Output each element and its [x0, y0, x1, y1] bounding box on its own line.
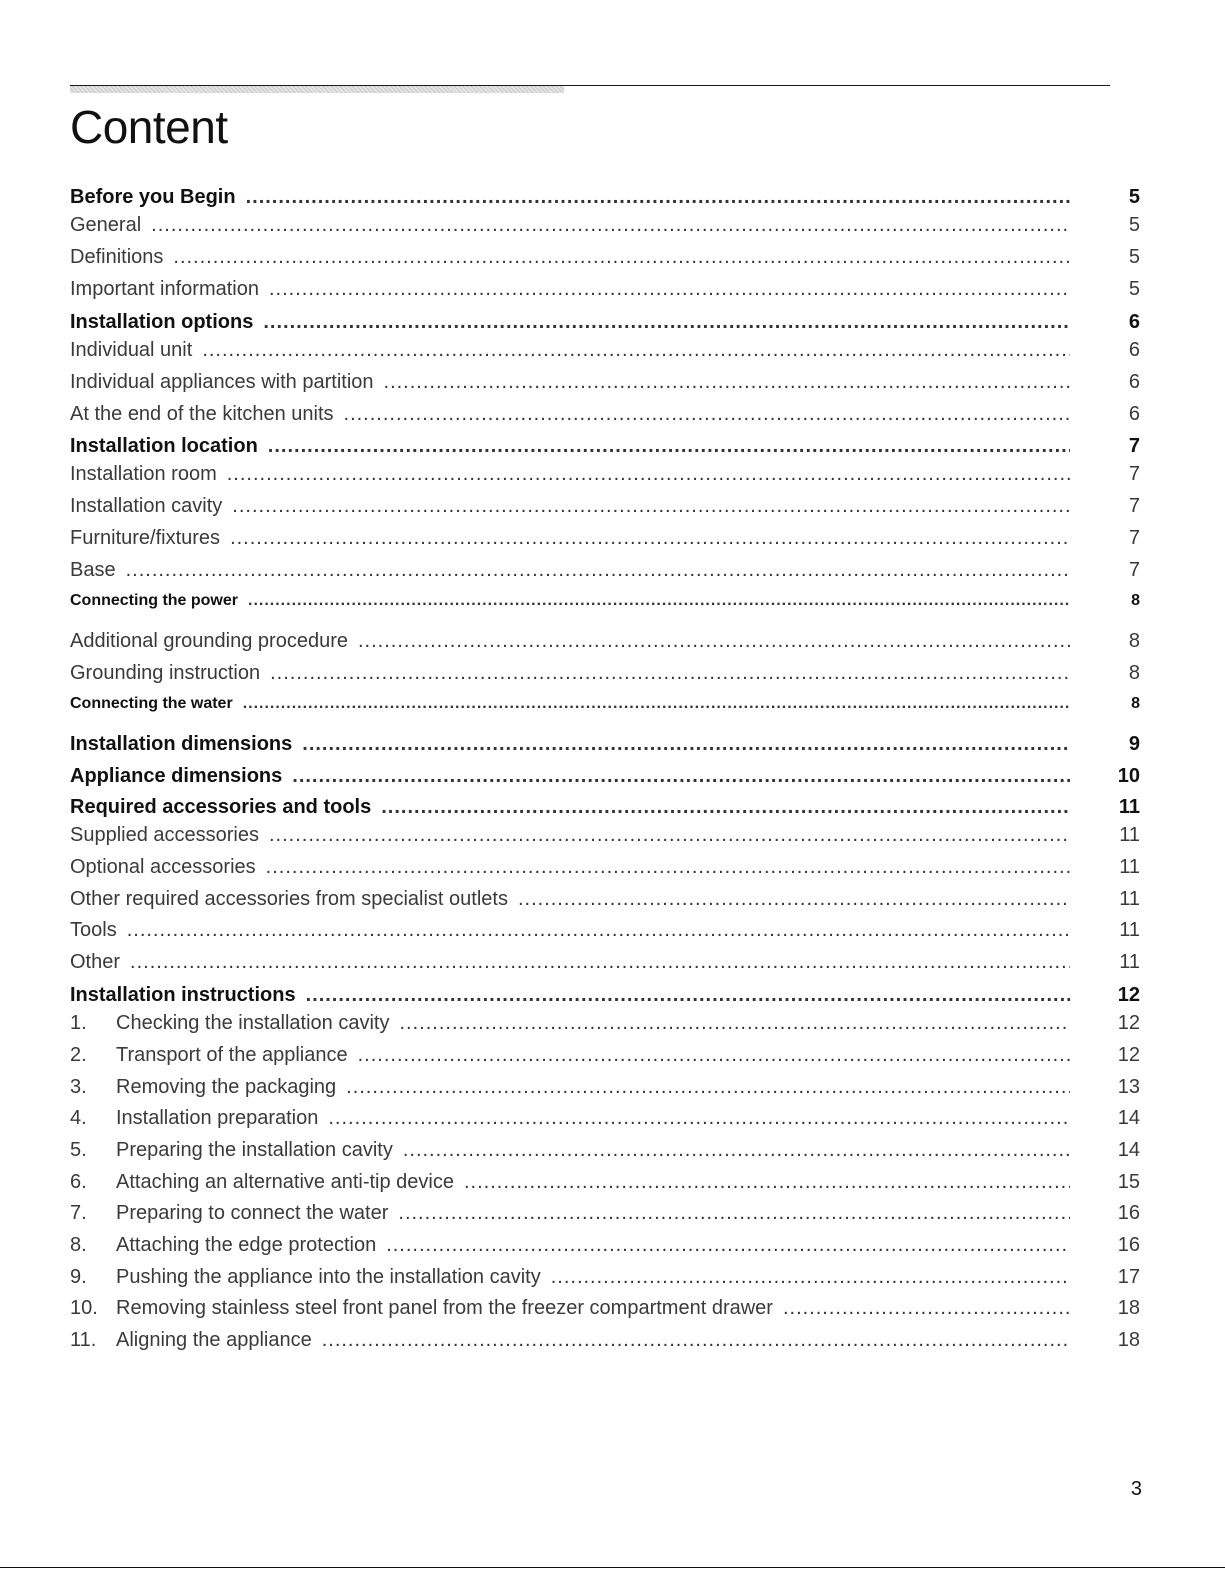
- toc-entry-page: 6: [1128, 339, 1140, 361]
- toc-entry-label: Removing the packaging: [116, 1076, 337, 1098]
- dot-leader: [381, 796, 1070, 819]
- dot-leader: [243, 695, 1070, 713]
- dot-leader: [270, 662, 1070, 685]
- dot-leader: [230, 527, 1070, 550]
- toc-entry-label: Preparing to connect the water: [116, 1202, 389, 1224]
- toc-entry-page: 7: [1128, 559, 1140, 581]
- toc-entry-page: 11: [1119, 856, 1140, 878]
- toc-entry[interactable]: [70, 435, 1140, 465]
- dot-leader: [151, 214, 1070, 237]
- dot-leader: [302, 733, 1070, 756]
- toc-entry[interactable]: [70, 1107, 1140, 1137]
- toc-entry[interactable]: [70, 951, 1140, 981]
- toc-entry-page: 8: [1128, 630, 1140, 652]
- toc-entry[interactable]: [70, 919, 1140, 949]
- toc-entry-number: 9.: [70, 1266, 87, 1288]
- toc-entry-page: 17: [1117, 1266, 1140, 1288]
- dot-leader: [263, 311, 1070, 334]
- toc-entry-page: 11: [1119, 888, 1140, 910]
- toc-entry-page: 6: [1128, 403, 1140, 425]
- toc-entry-label: Transport of the appliance: [116, 1044, 348, 1066]
- dot-leader: [551, 1266, 1070, 1289]
- page-number: 3: [1130, 1478, 1142, 1500]
- dot-leader: [232, 495, 1070, 518]
- toc-entry-page: 5: [1128, 278, 1140, 300]
- toc-entry-label: Definitions: [70, 246, 164, 268]
- dot-leader: [398, 1202, 1070, 1225]
- dot-leader: [403, 1139, 1070, 1162]
- toc-entry[interactable]: [70, 630, 1140, 660]
- toc-entry-number: 8.: [70, 1234, 87, 1256]
- toc-entry[interactable]: [70, 1266, 1140, 1296]
- header-rule: [70, 85, 1110, 86]
- toc-entry-label: Grounding instruction: [70, 662, 261, 684]
- toc-entry-label: Installation options: [70, 311, 254, 333]
- toc-entry[interactable]: [70, 1171, 1140, 1201]
- toc-entry-page: 7: [1128, 495, 1140, 517]
- toc-entry-label: Attaching an alternative anti-tip device: [116, 1171, 454, 1193]
- dot-leader: [344, 403, 1070, 426]
- toc-entry-label: Optional accessories: [70, 856, 256, 878]
- toc-entry-label: Individual appliances with partition: [70, 371, 374, 393]
- dot-leader: [269, 824, 1070, 847]
- toc-entry[interactable]: [70, 246, 1140, 276]
- toc-entry[interactable]: [70, 662, 1140, 692]
- toc-entry-label: Appliance dimensions: [70, 765, 283, 787]
- toc-entry[interactable]: [70, 278, 1140, 308]
- toc-entry-label: Installation dimensions: [70, 733, 293, 755]
- toc-entry-page: 12: [1117, 1012, 1140, 1034]
- dot-leader: [269, 278, 1070, 301]
- toc-entry-page: 11: [1118, 796, 1140, 818]
- toc-entry[interactable]: [70, 559, 1140, 589]
- toc-entry-number: 5.: [70, 1139, 87, 1161]
- toc-entry-number: 3.: [70, 1076, 87, 1098]
- dot-leader: [246, 186, 1070, 209]
- toc-entry[interactable]: [70, 339, 1140, 369]
- toc-entry-page: 6: [1128, 371, 1140, 393]
- toc-entry[interactable]: [70, 796, 1140, 826]
- dot-leader: [783, 1297, 1070, 1320]
- dot-leader: [248, 592, 1070, 610]
- toc-entry-label: General: [70, 214, 142, 236]
- toc-entry-number: 11.: [70, 1329, 97, 1351]
- toc-entry-label: Pushing the appliance into the installation cavity: [116, 1266, 541, 1288]
- toc-entry[interactable]: [70, 1234, 1140, 1264]
- toc-entry-label: Important information: [70, 278, 259, 300]
- toc-entry-label: Installation cavity: [70, 495, 223, 517]
- toc-entry-label: Furniture/fixtures: [70, 527, 221, 549]
- toc-entry-page: 5: [1128, 246, 1140, 268]
- toc-entry-page: 7: [1128, 435, 1140, 457]
- toc-entry-page: 13: [1117, 1076, 1140, 1098]
- bottom-rule: [0, 1567, 1225, 1568]
- toc-entry-label: Installation room: [70, 463, 217, 485]
- dot-leader: [268, 435, 1070, 458]
- toc-entry-label: Supplied accessories: [70, 824, 259, 846]
- toc-entry[interactable]: [70, 527, 1140, 557]
- dot-leader: [173, 246, 1070, 269]
- dot-leader: [126, 559, 1070, 582]
- toc-entry-page: 15: [1117, 1171, 1140, 1193]
- toc-entry-page: 18: [1117, 1329, 1140, 1351]
- toc-entry-page: 10: [1117, 765, 1140, 787]
- toc-entry[interactable]: [70, 765, 1140, 795]
- toc-entry-label: Checking the installation cavity: [116, 1012, 390, 1034]
- page-title: Content: [70, 101, 228, 153]
- toc-entry-label: Installation preparation: [116, 1107, 319, 1129]
- toc-entry-page: 11: [1119, 951, 1140, 973]
- toc-entry-page: 8: [1131, 695, 1140, 712]
- toc-entry-page: 5: [1128, 214, 1140, 236]
- toc-entry[interactable]: [70, 463, 1140, 493]
- toc-entry-label: Other required accessories from specialist outlets: [70, 888, 508, 910]
- toc-entry-number: 4.: [70, 1107, 87, 1129]
- dot-leader: [306, 984, 1070, 1007]
- toc-entry-label: Other: [70, 951, 121, 973]
- toc-entry[interactable]: [70, 214, 1140, 244]
- toc-entry[interactable]: [70, 311, 1140, 341]
- toc-entry[interactable]: [70, 1297, 1140, 1327]
- toc-entry-page: 8: [1131, 592, 1140, 609]
- toc-entry-label: Tools: [70, 919, 117, 941]
- toc-entry-number: 6.: [70, 1171, 87, 1193]
- toc-entry-label: Required accessories and tools: [70, 796, 372, 818]
- dot-leader: [130, 951, 1070, 974]
- dot-leader: [346, 1076, 1070, 1099]
- toc-entry[interactable]: [70, 1044, 1140, 1074]
- toc-entry[interactable]: [70, 1076, 1140, 1106]
- dot-leader: [322, 1329, 1070, 1352]
- toc-entry-page: 7: [1128, 527, 1140, 549]
- toc-entry-label: Individual unit: [70, 339, 193, 361]
- toc-entry-page: 7: [1128, 463, 1140, 485]
- dot-leader: [399, 1012, 1070, 1035]
- toc-entry-page: 9: [1128, 733, 1140, 755]
- toc-entry-label: Removing stainless steel front panel from the freezer compartment drawer: [116, 1297, 773, 1319]
- toc-entry[interactable]: [70, 1139, 1140, 1169]
- toc-entry-number: 2.: [70, 1044, 87, 1066]
- toc-entry-label: Preparing the installation cavity: [116, 1139, 393, 1161]
- toc-entry[interactable]: [70, 186, 1140, 216]
- dot-leader: [266, 856, 1070, 879]
- toc-entry-label: Base: [70, 559, 116, 581]
- toc-entry[interactable]: [70, 856, 1140, 886]
- toc-entry-page: 14: [1117, 1139, 1140, 1161]
- dot-leader: [358, 1044, 1070, 1067]
- toc-entry-page: 11: [1119, 919, 1140, 941]
- toc-entry[interactable]: [70, 984, 1140, 1014]
- toc-entry-label: Additional grounding procedure: [70, 630, 348, 652]
- toc-entry-label: Installation location: [70, 435, 258, 457]
- toc-entry-number: 7.: [70, 1202, 87, 1224]
- toc-entry[interactable]: [70, 403, 1140, 433]
- toc-entry-number: 10.: [70, 1297, 98, 1319]
- toc-entry-page: 14: [1117, 1107, 1140, 1129]
- dot-leader: [292, 765, 1070, 788]
- dot-leader: [464, 1171, 1070, 1194]
- toc-entry-number: 1.: [70, 1012, 87, 1034]
- toc-entry-page: 16: [1117, 1202, 1140, 1224]
- toc-entry-label: At the end of the kitchen units: [70, 403, 334, 425]
- toc-entry-label: Before you Begin: [70, 186, 236, 208]
- dot-leader: [127, 919, 1070, 942]
- toc-entry-label: Installation instructions: [70, 984, 296, 1006]
- toc-entry-page: 12: [1117, 984, 1140, 1006]
- toc-entry[interactable]: [70, 1202, 1140, 1232]
- toc-entry-page: 18: [1117, 1297, 1140, 1319]
- toc-entry-label: Attaching the edge protection: [116, 1234, 377, 1256]
- toc-entry[interactable]: [70, 592, 1140, 622]
- toc-entry-page: 12: [1117, 1044, 1140, 1066]
- toc-entry-page: 6: [1128, 311, 1140, 333]
- toc-entry[interactable]: [70, 824, 1140, 854]
- toc-entry-page: 8: [1128, 662, 1140, 684]
- toc-entry[interactable]: [70, 888, 1140, 918]
- header-decorative-band: [70, 85, 564, 93]
- toc-entry[interactable]: [70, 371, 1140, 401]
- toc-entry[interactable]: [70, 695, 1140, 725]
- toc-entry[interactable]: [70, 733, 1140, 763]
- toc-entry-page: 11: [1119, 824, 1140, 846]
- dot-leader: [386, 1234, 1070, 1257]
- toc-entry-label: Connecting the water: [70, 695, 233, 712]
- toc-entry-label: Aligning the appliance: [116, 1329, 312, 1351]
- toc-entry[interactable]: [70, 1012, 1140, 1042]
- dot-leader: [227, 463, 1070, 486]
- dot-leader: [518, 888, 1070, 911]
- toc-entry-label: Connecting the power: [70, 592, 238, 609]
- dot-leader: [384, 371, 1070, 394]
- toc-entry-page: 5: [1128, 186, 1140, 208]
- toc-entry[interactable]: [70, 1329, 1140, 1359]
- dot-leader: [358, 630, 1070, 653]
- dot-leader: [328, 1107, 1070, 1130]
- dot-leader: [202, 339, 1070, 362]
- toc-entry-page: 16: [1117, 1234, 1140, 1256]
- toc-entry[interactable]: [70, 495, 1140, 525]
